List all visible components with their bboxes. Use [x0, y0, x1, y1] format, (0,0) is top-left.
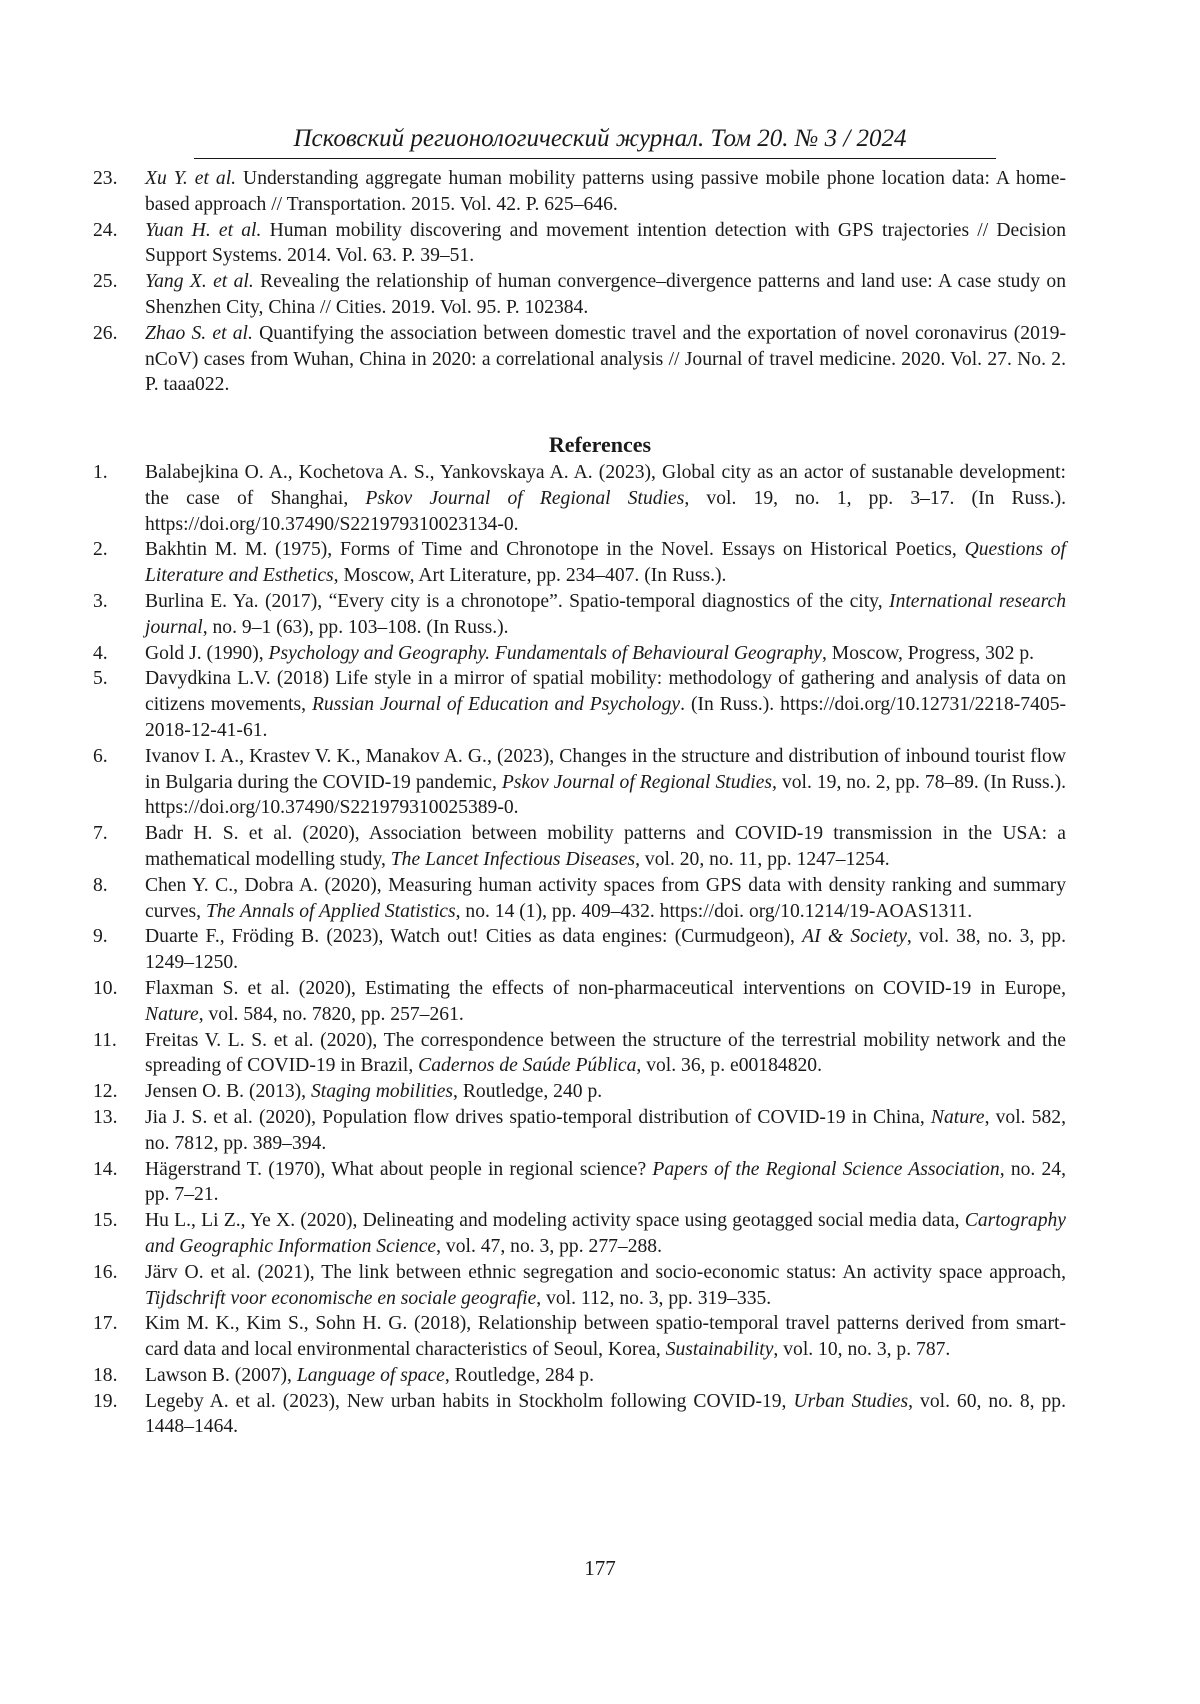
reference-segment: Duarte F., Fröding B. (2023), Watch out! Cities as data engines: (Curmudgeon), [145, 926, 803, 948]
reference-italic-segment: Pskov Journal of Regional Studies, [501, 771, 777, 793]
reference-segment: Bakhtin M. M. (1975), Forms of Time and Chronotope in the Novel. Essays on Historical Poetics, [145, 539, 965, 561]
reference-italic-segment: Sustainability [665, 1339, 774, 1361]
continued-reference-list [93, 166, 1066, 398]
reference-segment: Chen Y. C., Dobra A. (2020), Measuring human activity spaces from GPS data with density ranking and summary curves, [145, 874, 1066, 922]
reference-text [145, 218, 1066, 270]
reference-italic-segment: The Lancet Infectious Diseases [390, 848, 636, 870]
reference-italic-segment: The Annals of Applied Statistics [205, 900, 456, 922]
reference-segment: Revealing the relationship of human convergence–divergence patterns and land use: A case study on Shenzhen City, China // Cities. 2019. Vol. 95. P. 102384. [145, 271, 1066, 318]
reference-item [93, 321, 1066, 398]
reference-segment: , vol. 112, no. 3, pp. 319–335. [536, 1287, 772, 1309]
reference-italic-segment: Pskov Journal of Regional Studies [365, 487, 685, 509]
reference-number: 4. [93, 642, 108, 664]
reference-item [93, 924, 1066, 976]
reference-text [145, 1260, 1066, 1312]
reference-segment: . (In Russ.). https://doi.org/10.12731/2218-7405-2018-12-41-61. [145, 694, 1067, 741]
reference-item [93, 873, 1066, 925]
reference-number: 17. [93, 1313, 118, 1335]
reference-number: 12. [93, 1081, 118, 1103]
reference-item [93, 744, 1066, 821]
reference-text [145, 821, 1066, 873]
reference-text [145, 589, 1066, 641]
reference-number: 25. [93, 271, 118, 293]
reference-segment: , no. 9–1 (63), pp. 103–108. (In Russ.). [202, 616, 509, 638]
reference-text [145, 976, 1066, 1028]
header-divider [194, 158, 996, 159]
reference-segment: Quantifying the association between domestic travel and the exportation of novel coronavirus (2019-nCoV) cases from Wuhan, China in 2020: a correlational analysis // Journal of travel medicine. 2020. Vol. 27. No. 2. P. taaa022. [145, 322, 1066, 396]
reference-number: 24. [93, 219, 118, 241]
reference-number: 16. [93, 1261, 118, 1283]
reference-text [145, 269, 1066, 321]
reference-number: 18. [93, 1364, 118, 1386]
reference-text [145, 1079, 1066, 1105]
reference-number: 9. [93, 926, 108, 948]
reference-item [93, 589, 1066, 641]
reference-italic-segment: Tijdschrift voor economische en sociale geografie [145, 1287, 537, 1309]
reference-item [93, 269, 1066, 321]
reference-number: 15. [93, 1210, 118, 1232]
reference-text [145, 1105, 1066, 1157]
reference-item [93, 1028, 1066, 1080]
reference-segment: Järv O. et al. (2021), The link between ethnic segregation and socio-economic status: An activity space approach, [145, 1261, 1066, 1283]
reference-text [145, 873, 1066, 925]
reference-italic-segment: Papers of the Regional Science Association [652, 1158, 1000, 1180]
reference-item [93, 641, 1066, 667]
reference-segment: vol. 19, no. 2, pp. 78–89. (In Russ.). https://doi.org/10.37490/S221979310025389-0. [145, 771, 1067, 819]
reference-segment: , no. 14 (1), pp. 409–432. https://doi. org/10.1214/19-AOAS1311. [455, 900, 973, 922]
reference-item [93, 218, 1066, 270]
reference-segment: Understanding aggregate human mobility patterns using passive mobile phone location data: A home-based approach // Transportation. 2015. Vol. 42. P. 625–646. [145, 168, 1066, 215]
reference-text [145, 1311, 1066, 1363]
reference-segment: Davydkina L.V. (2018) Life style in a mirror of spatial mobility: methodology of gathering and analysis of data on citizens movements, [145, 668, 1066, 716]
reference-number: 2. [93, 539, 108, 561]
reference-item [93, 1260, 1066, 1312]
reference-item [93, 1389, 1066, 1441]
reference-item [93, 1208, 1066, 1260]
reference-segment: , vol. 47, no. 3, pp. 277–288. [436, 1235, 662, 1257]
references-heading: References [548, 432, 652, 457]
reference-item [93, 821, 1066, 873]
reference-number: 5. [93, 668, 108, 690]
reference-italic-segment: Psychology and Geography. Fundamentals of Behavioural Geography [268, 642, 822, 664]
reference-italic-segment: Cadernos de Saúde Pública [418, 1055, 637, 1077]
reference-segment: , vol. 60, no. 8, pp. 1448–1464. [145, 1390, 1067, 1438]
reference-number: 8. [93, 874, 108, 896]
reference-item [93, 666, 1066, 743]
reference-italic-segment: Zhao S. et al. [145, 322, 253, 344]
reference-number: 7. [93, 823, 108, 845]
reference-item [93, 1157, 1066, 1209]
reference-segment: Flaxman S. et al. (2020), Estimating the effects of non-pharmaceutical interventions on COVID-19 in Europe, [145, 977, 1066, 999]
reference-item [93, 1105, 1066, 1157]
reference-segment: Human mobility discovering and movement intention detection with GPS trajectories // Decision Support Systems. 2014. Vol. 63. P. 39–51. [145, 219, 1066, 267]
reference-text [145, 1028, 1066, 1080]
reference-item [93, 976, 1066, 1028]
reference-number: 26. [93, 322, 118, 344]
reference-segment: , vol. 19, no. 1, pp. 3–17. (In Russ.). https://doi.org/10.37490/S221979310023134-0. [145, 487, 1066, 535]
reference-italic-segment: Staging mobilities [310, 1081, 454, 1103]
reference-italic-segment: International research journal [145, 590, 1066, 638]
reference-segment: Jia J. S. et al. (2020), Population flow drives spatio-temporal distribution of COVID-19 in China, [145, 1106, 931, 1128]
reference-text [145, 166, 1066, 218]
reference-segment: Jensen O. B. (2013), [145, 1081, 311, 1103]
reference-number: 23. [93, 168, 118, 189]
reference-italic-segment: Nature [145, 1003, 199, 1025]
reference-item [93, 1363, 1066, 1389]
reference-number: 1. [93, 462, 108, 483]
reference-segment: , vol. 20, no. 11, pp. 1247–1254. [635, 848, 890, 870]
reference-italic-segment: Russian Journal of Education and Psychology [311, 694, 681, 716]
reference-segment: , vol. 36, p. e00184820. [636, 1055, 822, 1077]
reference-italic-segment: Cartography and Geographic Information Science [145, 1210, 1066, 1257]
reference-text [145, 537, 1066, 589]
reference-segment: , vol. 584, no. 7820, pp. 257–261. [198, 1003, 464, 1025]
reference-segment: , vol. 10, no. 3, p. 787. [773, 1339, 951, 1361]
reference-segment: Freitas V. L. S. et al. (2020), The correspondence between the structure of the terrestrial mobility network and the spreading of COVID-19 in Brazil, [145, 1029, 1066, 1077]
reference-number: 13. [93, 1106, 118, 1128]
reference-text [145, 924, 1066, 976]
reference-item [93, 1311, 1066, 1363]
references-list [93, 460, 1066, 1440]
reference-text [145, 641, 1066, 667]
reference-segment: , Moscow, Art Literature, pp. 234–407. (In Russ.). [333, 565, 727, 587]
reference-text [145, 1389, 1066, 1441]
reference-segment: Hu L., Li Z., Ye X. (2020), Delineating and modeling activity space using geotagged social media data, [145, 1210, 965, 1232]
reference-segment: , Routledge, 284 p. [444, 1364, 594, 1386]
reference-item [93, 537, 1066, 589]
reference-text [145, 1157, 1066, 1209]
reference-segment: Lawson B. (2007), [145, 1364, 297, 1386]
reference-segment: , vol. 38, no. 3, pp. 1249–1250. [145, 926, 1067, 974]
reference-segment: Ivanov I. A., Krastev V. K., Manakov A. G., (2023), Changes in the structure and distribution of inbound tourist flow in Bulgaria during the COVID-19 pandemic, [145, 745, 1066, 793]
reference-italic-segment: Yuan H. et al. [145, 219, 262, 241]
reference-italic-segment: Language of space [296, 1364, 445, 1386]
reference-italic-segment: Urban Studies [793, 1390, 909, 1412]
reference-number: 11. [93, 1029, 117, 1051]
reference-segment: , no. 24, pp. 7–21. [145, 1158, 1067, 1206]
reference-number: 19. [93, 1390, 118, 1412]
reference-italic-segment: AI & Society [802, 926, 907, 948]
reference-segment: , vol. 582, no. 7812, pp. 389–394. [145, 1106, 1066, 1154]
reference-segment: , Routledge, 240 p. [453, 1081, 603, 1103]
reference-item [93, 460, 1066, 537]
reference-item [93, 166, 1066, 218]
reference-italic-segment: Nature [930, 1106, 985, 1128]
reference-text [145, 321, 1066, 398]
reference-segment: , Moscow, Progress, 302 p. [821, 642, 1035, 664]
reference-number: 6. [93, 745, 108, 767]
reference-segment: Balabejkina O. A., Kochetova A. S., Yankovskaya A. A. (2023), Global city as an actor of sustanable development: the case of Shanghai, [145, 462, 1066, 509]
reference-segment: Burlina E. Ya. (2017), “Every city is a chronotope”. Spatio-temporal diagnostics of the city, [145, 590, 890, 612]
reference-text [145, 666, 1066, 743]
reference-number: 3. [93, 590, 108, 612]
reference-number: 14. [93, 1158, 118, 1180]
page-number: 177 [584, 1556, 616, 1580]
reference-text [145, 460, 1066, 537]
reference-text [145, 1363, 1066, 1389]
reference-segment: Hägerstrand T. (1970), What about people in regional science? [145, 1158, 653, 1180]
reference-number: 10. [93, 977, 118, 999]
reference-text [145, 744, 1066, 821]
reference-item [93, 1079, 1066, 1105]
reference-segment: Kim M. K., Kim S., Sohn H. G. (2018), Relationship between spatio-temporal travel patterns derived from smart-card data and local environmental characteristics of Seoul, Korea, [145, 1313, 1066, 1361]
reference-italic-segment: Yang X. et al. [145, 271, 254, 293]
reference-segment: Badr H. S. et al. (2020), Association between mobility patterns and COVID-19 transmission in the USA: a mathematical modelling study, [145, 823, 1066, 870]
reference-text [145, 1208, 1066, 1260]
reference-segment: Legeby A. et al. (2023), New urban habits in Stockholm following COVID-19, [145, 1390, 794, 1412]
reference-italic-segment: Xu Y. et al. [145, 168, 237, 189]
reference-italic-segment: Questions of Literature and Esthetics [145, 539, 1066, 587]
running-header-journal-title: Псковский регионологический журнал. Том 20. № 3 / 2024 [293, 125, 907, 152]
reference-segment: Gold J. (1990), [145, 642, 269, 664]
